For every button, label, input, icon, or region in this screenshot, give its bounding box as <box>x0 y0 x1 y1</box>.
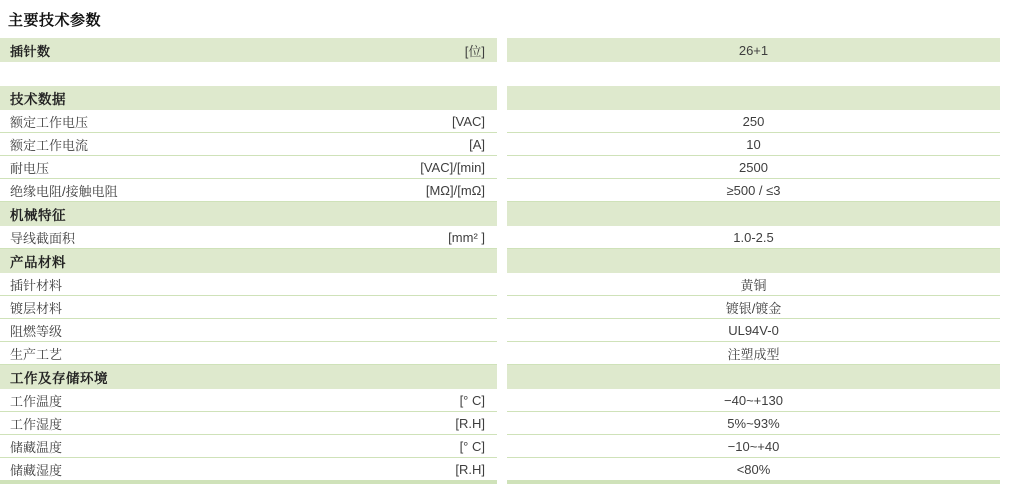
row-value-cell <box>507 412 1000 435</box>
row-value-cell <box>507 226 1000 249</box>
table-row <box>0 133 1010 156</box>
table-row <box>0 389 1010 412</box>
row-unit: [MΩ]/[mΩ] <box>425 182 485 198</box>
row-value: UL94V-0 <box>728 322 779 338</box>
row-label: 额定工作电压 <box>10 114 89 130</box>
row-value: 10 <box>746 136 761 152</box>
row-value-cell <box>507 156 1000 179</box>
row-label-cell <box>0 389 497 412</box>
table-row <box>0 296 1010 319</box>
table-row <box>0 110 1010 133</box>
row-label-cell <box>0 412 497 435</box>
table-row <box>0 435 1010 458</box>
table-row <box>0 319 1010 342</box>
section-header-label: 机械特征 <box>10 208 66 223</box>
row-label: 镀层材料 <box>10 300 63 316</box>
bottom-border-left <box>0 481 497 484</box>
row-label-cell <box>0 273 497 296</box>
row-value: <80% <box>736 461 771 477</box>
row-value-cell <box>507 179 1000 202</box>
section-header-row <box>0 202 1010 226</box>
row-label: 耐电压 <box>10 160 50 176</box>
row-value-cell <box>507 389 1000 412</box>
row-unit: [A] <box>469 136 485 152</box>
row-value: 26+1 <box>738 42 769 58</box>
row-value: 250 <box>742 113 765 129</box>
section-header-row <box>0 86 1010 110</box>
section-header-value-cell <box>507 365 1000 389</box>
section-header-value-cell <box>507 86 1000 110</box>
row-label-cell <box>0 110 497 133</box>
pin-count-label-cell <box>0 38 497 62</box>
spacer <box>0 62 1010 86</box>
row-value-cell <box>507 110 1000 133</box>
spec-table <box>0 38 1010 484</box>
row-unit: [mm² ] <box>448 229 485 245</box>
row-label-cell <box>0 319 497 342</box>
table-row <box>0 273 1010 296</box>
row-value: 5%~93% <box>727 415 780 431</box>
table-row <box>0 412 1010 435</box>
section-header-value-cell <box>507 249 1000 273</box>
row-value-cell <box>507 319 1000 342</box>
row-value: −40~+130 <box>724 392 783 408</box>
row-label-cell <box>0 458 497 481</box>
row-value: 注塑成型 <box>727 346 780 362</box>
section-header-label-cell <box>0 86 497 110</box>
row-label-cell <box>0 226 497 249</box>
row-unit: [VAC]/[min] <box>420 159 485 175</box>
row-label-cell <box>0 296 497 319</box>
row-label: 插针材料 <box>10 277 63 293</box>
row-value-cell <box>507 342 1000 365</box>
row-value: 1.0-2.5 <box>733 229 774 245</box>
row-value: 2500 <box>739 159 768 175</box>
table-row <box>0 458 1010 481</box>
section-header-label: 产品材料 <box>10 255 66 270</box>
page-title: 主要技术参数 <box>8 12 102 29</box>
row-label: 储藏湿度 <box>10 462 63 478</box>
row-value-cell <box>507 435 1000 458</box>
table-row <box>0 342 1010 365</box>
row-label: 工作湿度 <box>10 416 63 432</box>
section-header-value-cell <box>507 202 1000 226</box>
row-label: 工作温度 <box>10 393 63 409</box>
table-row <box>0 179 1010 202</box>
row-value: ≥500 / ≤3 <box>726 182 781 198</box>
row-unit: [R.H] <box>455 461 485 477</box>
section-header-label: 技术数据 <box>10 92 66 107</box>
table-bottom-border <box>0 481 1010 484</box>
section-header-label: 工作及存储环境 <box>10 371 108 386</box>
row-value-cell <box>507 273 1000 296</box>
section-header-row <box>0 249 1010 273</box>
section-header-label-cell <box>0 202 497 226</box>
row-label: 储藏温度 <box>10 439 63 455</box>
row-value: 镀银/镀金 <box>725 300 782 316</box>
row-label: 额定工作电流 <box>10 137 89 153</box>
bottom-border-right <box>507 481 1000 484</box>
row-unit: [VAC] <box>452 113 485 129</box>
pin-count-value-cell <box>507 38 1000 62</box>
row-label: 绝缘电阻/接触电阻 <box>10 183 118 199</box>
row-label-cell <box>0 179 497 202</box>
row-unit: [° C] <box>459 392 485 408</box>
row-label-cell <box>0 156 497 179</box>
row-label: 导线截面积 <box>10 230 76 246</box>
row-label-cell <box>0 342 497 365</box>
row-value: −10~+40 <box>727 438 780 454</box>
row-value-cell <box>507 133 1000 156</box>
row-label: 生产工艺 <box>10 346 63 362</box>
row-label: 阻燃等级 <box>10 323 63 339</box>
row-label-cell <box>0 133 497 156</box>
table-row <box>0 226 1010 249</box>
pin-count-row <box>0 38 1010 62</box>
section-header-label-cell <box>0 249 497 273</box>
row-label: 插针数 <box>10 43 51 59</box>
table-row <box>0 156 1010 179</box>
row-value-cell <box>507 458 1000 481</box>
row-unit: [位] <box>464 43 485 59</box>
row-label-cell <box>0 435 497 458</box>
section-header-row <box>0 365 1010 389</box>
row-unit: [R.H] <box>455 415 485 431</box>
row-unit: [° C] <box>459 438 485 454</box>
row-value: 黄铜 <box>740 277 767 293</box>
row-value-cell <box>507 296 1000 319</box>
section-header-label-cell <box>0 365 497 389</box>
